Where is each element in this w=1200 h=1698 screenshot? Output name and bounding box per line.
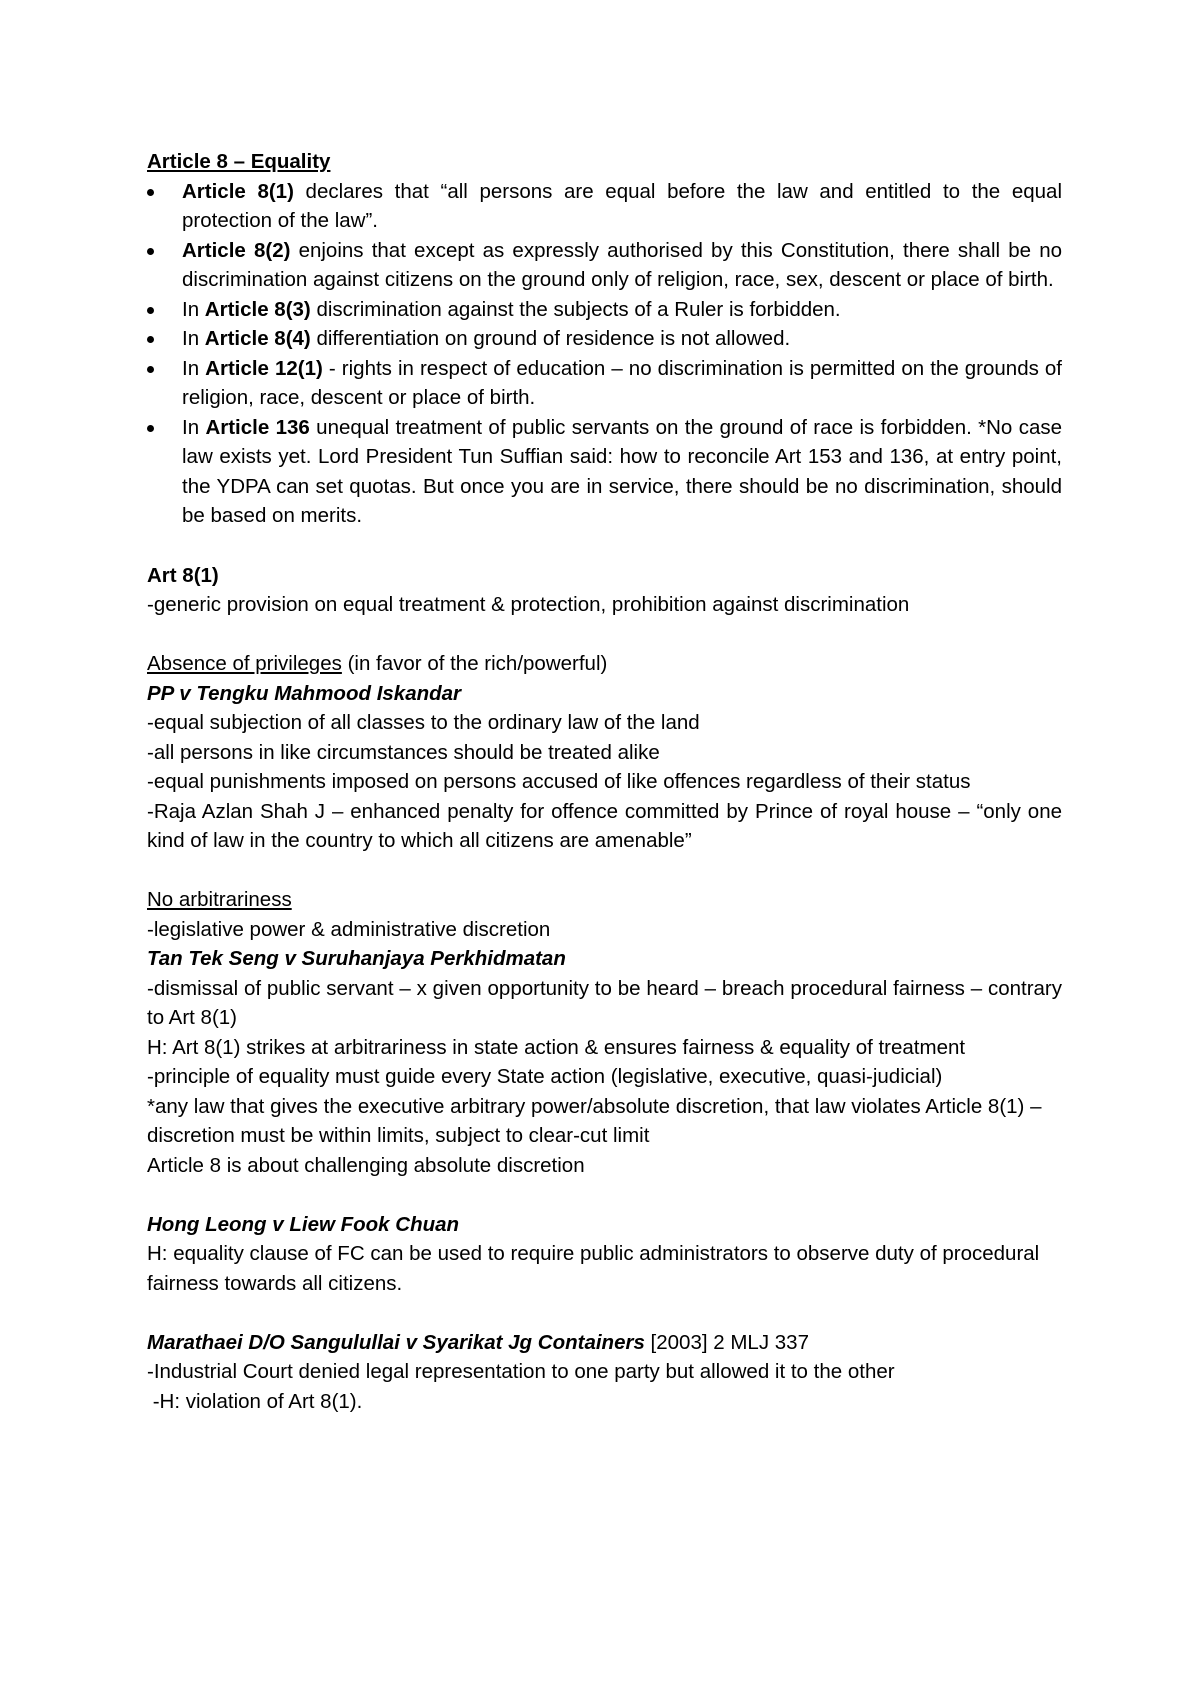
bullet-article-ref: Article 136: [205, 415, 310, 439]
note-line: -equal subjection of all classes to the ordinary law of the land: [147, 711, 700, 734]
document-content: [147, 147, 1062, 1416]
bullet-article-ref: Article 8(4): [204, 327, 311, 350]
bullet-item: [147, 324, 1062, 354]
note-line: H: Art 8(1) strikes at arbitrariness in state action & ensures fairness & equality of treatment: [147, 1035, 966, 1059]
bullet-article-ref: Article 8(3): [204, 297, 311, 321]
bullet-text: unequal treatment of public servants on the ground of race is forbidden. *No case law exists yet. Lord President Tun Suffian said: how to reconcile Art 153 and 136, at entry point, the YDPA can set quotas. But once you are in service, there should be no discrimination, should be based on merits.: [182, 415, 1062, 527]
case-name: Marathaei D/O Sangulullai v Syarikat Jg Containers: [147, 1330, 645, 1354]
case-heading-marathaei: [147, 1328, 1062, 1358]
case-name: Hong Leong v Liew Fook Chuan: [147, 1212, 460, 1236]
spacer: [147, 856, 1062, 886]
article-bullet-list: [147, 177, 1062, 531]
case-citation: [2003] 2 MLJ 337: [644, 1330, 809, 1354]
bullet-text: declares that “all persons are equal before the law and entitled to the equal protection of the law”.: [182, 179, 1062, 232]
note-line: H: equality clause of FC can be used to require public administrators to observe duty of procedural fairness towards all citizens.: [147, 1242, 1040, 1295]
note-line: Article 8 is about challenging absolute discretion: [147, 1153, 585, 1177]
note-line: -dismissal of public servant – x given opportunity to be heard – breach procedural fairness – contrary to Art 8(1): [147, 976, 1062, 1029]
bullet-item: [147, 295, 1062, 325]
bullet-item: [147, 236, 1062, 295]
spacer: [147, 1298, 1062, 1328]
note-line: -Industrial Court denied legal representation to one party but allowed it to the other: [147, 1360, 895, 1383]
spacer: [147, 620, 1062, 650]
bullet-item: [147, 413, 1062, 531]
note-line: -all persons in like circumstances should be treated alike: [147, 740, 660, 764]
note-line: -H: violation of Art 8(1).: [147, 1389, 363, 1413]
section-heading-arbitrariness: No arbitrariness: [147, 888, 292, 911]
bullet-item: [147, 177, 1062, 236]
note-line: -principle of equality must guide every State action (legislative, executive, quasi-judicial): [147, 1065, 943, 1088]
note-line: -legislative power & administrative discretion: [147, 917, 551, 941]
page-title: Article 8 – Equality: [147, 150, 331, 173]
section-heading-art81: Art 8(1): [147, 563, 219, 587]
bullet-text-prefix: In: [182, 356, 206, 380]
note-line: *any law that gives the executive arbitrary power/absolute discretion, that law violates Article 8(1) – discretion must be within limits, subject to clear-cut limit: [147, 1094, 1042, 1147]
art81-description: -generic provision on equal treatment & protection, prohibition against discrimination: [147, 593, 910, 616]
bullet-text: - rights in respect of education – no discrimination is permitted on the grounds of religion, race, descent or place of birth.: [182, 356, 1063, 409]
note-line: -equal punishments imposed on persons accused of like offences regardless of their status: [147, 770, 971, 793]
case-name: Tan Tek Seng v Suruhanjaya Perkhidmatan: [147, 947, 566, 970]
privileges-heading-text: Absence of privileges: [147, 652, 342, 675]
bullet-article-ref: Article 8(2): [182, 238, 291, 262]
spacer: [147, 1180, 1062, 1210]
bullet-text-prefix: In: [182, 415, 206, 439]
bullet-text: enjoins that except as expressly authorised by this Constitution, there shall be no discrimination against citizens on the ground only of religion, race, sex, descent or place of birth.: [182, 238, 1062, 291]
section-heading-privileges: [147, 649, 1062, 679]
bullet-article-ref: Article 12(1): [205, 356, 323, 380]
note-line: -Raja Azlan Shah J – enhanced penalty for offence committed by Prince of royal house – “only one kind of law in the country to which all citizens are amenable”: [147, 799, 1062, 852]
case-name: PP v Tengku Mahmood Iskandar: [147, 681, 462, 705]
bullet-article-ref: Article 8(1): [182, 179, 294, 203]
privileges-heading-suffix: (in favor of the rich/powerful): [341, 652, 608, 675]
bullet-text-prefix: In: [182, 297, 205, 321]
bullet-text: differentiation on ground of residence is not allowed.: [310, 327, 791, 350]
bullet-item: [147, 354, 1062, 413]
bullet-text-prefix: In: [182, 327, 205, 350]
bullet-text: discrimination against the subjects of a Ruler is forbidden.: [310, 297, 841, 321]
